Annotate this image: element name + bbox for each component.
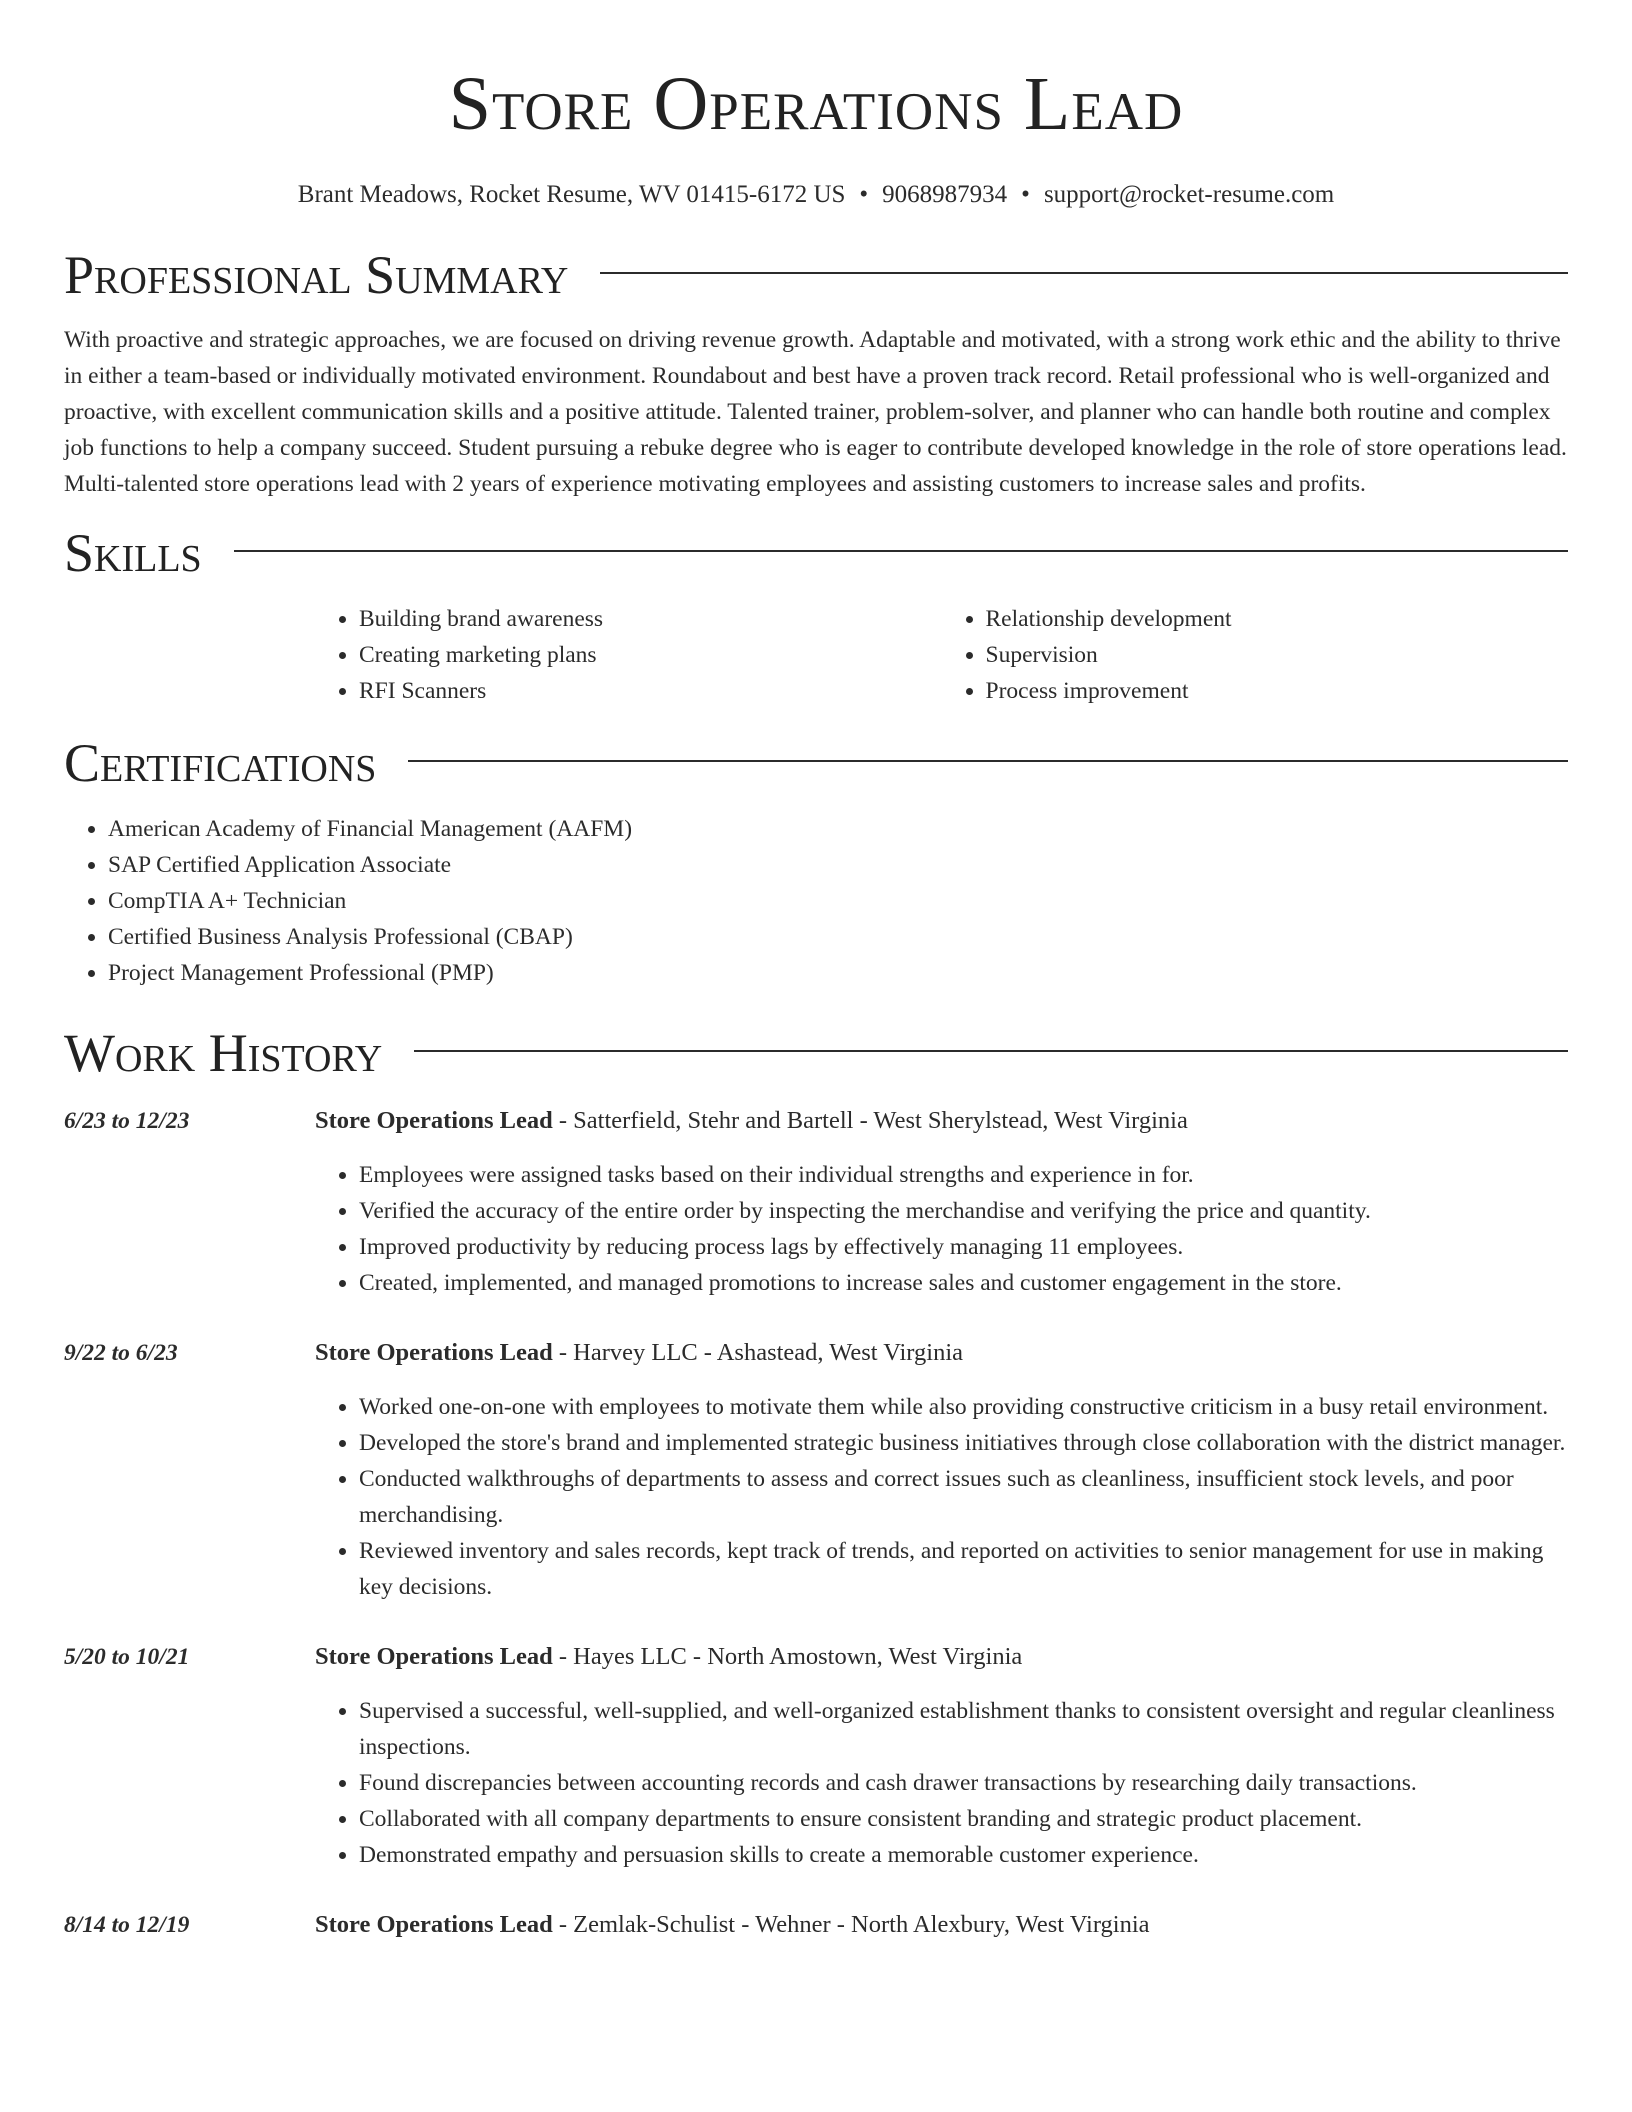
job-role: Store Operations Lead (315, 1911, 553, 1938)
job-entry (64, 1639, 1568, 1873)
skills-list-left (315, 601, 942, 709)
contact-phone: 9068987934 (882, 181, 1008, 208)
work-history-heading-row (64, 1022, 1568, 1084)
resume-page (64, 0, 1568, 1943)
job-bullet: • Verified the accuracy of the entire order by inspecting the merchandise and verifying the price and quantity. (359, 1193, 1568, 1229)
job-bullet: • Worked one-on-one with employees to motivate them while also providing constructive criticism in a busy retail environment. (359, 1389, 1568, 1425)
skills-heading-row (64, 522, 1568, 584)
job-bullet: • Found discrepancies between accounting records and cash drawer transactions by researching daily transactions. (359, 1765, 1568, 1801)
job-dates: 6/23 to 12/23 (64, 1108, 190, 1134)
job-bullet: • Improved productivity by reducing process lags by effectively managing 11 employees. (359, 1229, 1568, 1265)
job-role: Store Operations Lead (315, 1339, 553, 1366)
job-employer: - Hayes LLC - North Amostown, West Virginia (552, 1643, 1023, 1670)
certifications-heading-row (64, 732, 1568, 794)
skill-item: • Building brand awareness (359, 601, 942, 637)
skill-item: • Creating marketing plans (359, 637, 942, 673)
skills-section (64, 522, 1568, 709)
job-dates: 5/20 to 10/21 (64, 1644, 190, 1670)
job-bullets (315, 1157, 1568, 1301)
job-bullet: • Demonstrated empathy and persuasion skills to create a memorable customer experience. (359, 1837, 1568, 1873)
job-bullet: • Collaborated with all company departments to ensure consistent branding and strategic product placement. (359, 1801, 1568, 1837)
summary-heading: Professional Summary (64, 245, 569, 305)
contact-separator: • (859, 181, 869, 208)
job-bullet: • Created, implemented, and managed promotions to increase sales and customer engagement in the store. (359, 1265, 1568, 1301)
skill-item: • Supervision (986, 637, 1569, 673)
job-body (315, 1639, 1568, 1873)
contact-line (64, 180, 1568, 210)
job-entry (64, 1335, 1568, 1605)
job-bullet: • Reviewed inventory and sales records, kept track of trends, and reported on activities to senior management for use in making key decisions. (359, 1533, 1568, 1605)
skills-heading: Skills (64, 523, 202, 583)
contact-email: support@rocket-resume.com (1043, 181, 1335, 208)
certification-item: • CompTIA A+ Technician (108, 883, 1568, 919)
work-history-heading: Work History (64, 1023, 383, 1083)
summary-section (64, 244, 1568, 502)
job-body (315, 1907, 1568, 1943)
work-history-section (64, 1022, 1568, 1943)
section-divider (408, 760, 1568, 762)
job-headline (315, 1639, 1568, 1675)
job-dates: 8/14 to 12/19 (64, 1912, 190, 1938)
job-body (315, 1103, 1568, 1301)
job-employer: - Harvey LLC - Ashastead, West Virginia (552, 1339, 964, 1366)
job-employer: - Zemlak-Schulist - Wehner - North Alexbury, West Virginia (552, 1911, 1150, 1938)
skill-item: • RFI Scanners (359, 673, 942, 709)
job-body (315, 1335, 1568, 1605)
summary-text: With proactive and strategic approaches, we are focused on driving revenue growth. Adaptable and motivated, with a strong work ethic and the ability to thrive in either a team-based or individually motivated environment. Roundabout and best have a proven track record. Retail professional who is well-organized and proactive, with excellent communication skills and a positive attitude. Talented trainer, problem-solver, and planner who can handle both routine and complex job functions to help a company succeed. Student pursuing a rebuke degree who is eager to contribute developed knowledge in the role of store operations lead. Multi-talented store operations lead with 2 years of experience motivating employees and assisting customers to increase sales and profits. (64, 327, 1567, 497)
certification-item: • American Academy of Financial Management (AAFM) (108, 811, 1568, 847)
job-role: Store Operations Lead (315, 1107, 553, 1134)
summary-heading-row (64, 244, 1568, 306)
job-headline (315, 1103, 1568, 1139)
skill-item: • Relationship development (986, 601, 1569, 637)
job-entry (64, 1103, 1568, 1301)
certification-item: • SAP Certified Application Associate (108, 847, 1568, 883)
job-headline (315, 1907, 1568, 1943)
document-title: Store Operations Lead (448, 62, 1184, 146)
skills-columns (315, 601, 1568, 709)
job-bullet: • Developed the store's brand and implemented strategic business initiatives through close collaboration with the district manager. (359, 1425, 1568, 1461)
job-entry (64, 1907, 1568, 1943)
certifications-heading: Certifications (64, 733, 377, 793)
section-divider (414, 1050, 1568, 1052)
job-bullet: • Conducted walkthroughs of departments to assess and correct issues such as cleanliness, insufficient stock levels, and poor merchandising. (359, 1461, 1568, 1533)
job-bullet: • Employees were assigned tasks based on their individual strengths and experience in for. (359, 1157, 1568, 1193)
skill-item: • Process improvement (986, 673, 1569, 709)
skills-list-right (942, 601, 1569, 709)
section-divider (234, 550, 1568, 552)
job-employer: - Satterfield, Stehr and Bartell - West Sherylstead, West Virginia (552, 1107, 1188, 1134)
job-bullets (315, 1693, 1568, 1873)
job-dates: 9/22 to 6/23 (64, 1340, 178, 1366)
certifications-section (64, 732, 1568, 991)
contact-separator: • (1021, 181, 1030, 208)
job-role: Store Operations Lead (315, 1643, 553, 1670)
job-bullets (315, 1389, 1568, 1605)
job-headline (315, 1335, 1568, 1371)
certification-item: • Project Management Professional (PMP) (108, 955, 1568, 991)
certifications-list (64, 811, 1568, 991)
certification-item: • Certified Business Analysis Professional (CBAP) (108, 919, 1568, 955)
section-divider (600, 272, 1568, 274)
contact-address: Brant Meadows, Rocket Resume, WV 01415-6172 US (297, 181, 846, 208)
job-bullet: • Supervised a successful, well-supplied, and well-organized establishment thanks to consistent oversight and regular cleanliness inspections. (359, 1693, 1568, 1765)
